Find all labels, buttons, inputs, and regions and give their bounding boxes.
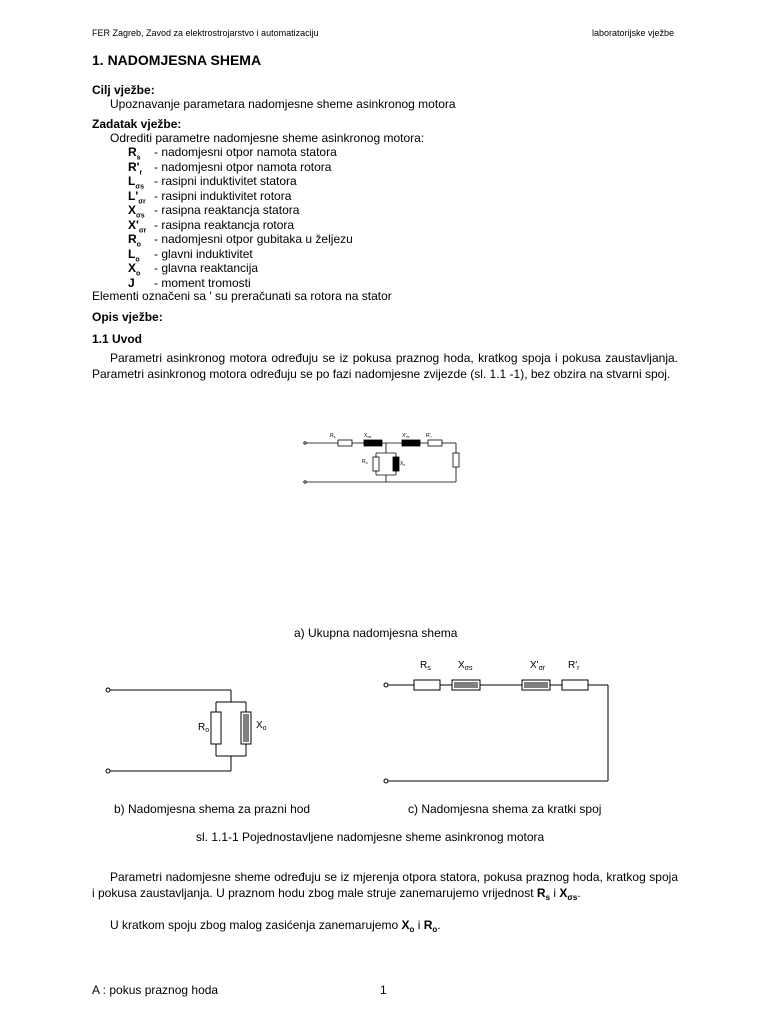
param-description: - glavni induktivitet: [154, 246, 253, 261]
opis-heading: Opis vježbe:: [92, 310, 163, 324]
p3-text: U kratkom spoju zbog malog zasićenja zanemarujemo: [110, 918, 402, 932]
header-left: FER Zagreb, Zavod za elektrostrojarstvo i automatizaciju: [92, 28, 319, 38]
param-description: - rasipna reaktancja statora: [154, 203, 300, 217]
svg-text:Xo: [256, 720, 267, 732]
circuit-b-xo-sub: o: [262, 725, 267, 732]
circuit-c-rs-sub: s: [427, 665, 431, 672]
param-symbol-subscript: σs: [136, 212, 145, 220]
circuit-c-xs-sub: σs: [464, 665, 473, 672]
circuit-c-xs-label: X: [458, 660, 465, 671]
svg-text:R'r: [426, 433, 433, 439]
p3-sym1-sub: o: [409, 925, 415, 935]
circuit-c-xr-sub: σr: [538, 665, 546, 672]
circuit-a-diagram: [300, 425, 500, 495]
param-symbol-letter: L: [128, 174, 136, 188]
header-right: laboratorijske vježbe: [591, 28, 674, 38]
param-symbol-prime: ': [136, 159, 140, 174]
paragraph-measurements: [92, 869, 678, 901]
param-description: - glavna reaktancija: [154, 261, 259, 275]
paragraph-short-circuit: [110, 917, 441, 933]
zadatak-intro: Odrediti parametre nadomjesne sheme asinkronog motora:: [110, 131, 425, 145]
param-description: - rasipni induktivitet statora: [154, 174, 297, 188]
svg-text:Ro: [198, 722, 209, 734]
svg-text:X'σr: [530, 660, 546, 672]
caption-a: a) Ukupna nadomjesna shema: [294, 626, 458, 640]
circuit-a-rr-label: R: [426, 433, 430, 439]
param-symbol: [128, 218, 146, 232]
param-symbol-letter: L: [128, 188, 136, 203]
cilj-text: Upoznavanje parametara nadomjesne sheme asinkronog motora: [110, 97, 456, 111]
param-symbol: [128, 232, 141, 249]
circuit-a-rs-sub: s: [333, 435, 336, 439]
p2-text: Parametri nadomjesne sheme određuju se iz mjerenja otpora statora, pokusa praznog hoda, kratkog spoja i pokusa zaustavljanja. U praznom hodu zbog male struje zanemarujemo vrijednost: [92, 870, 678, 900]
circuit-a-xr-sub: σr: [406, 435, 410, 439]
svg-text:Xo: [400, 461, 405, 467]
param-symbol-letter: R: [128, 145, 137, 159]
param-symbol: [128, 145, 141, 162]
cilj-heading: Cilj vježbe:: [92, 83, 155, 97]
p3-end: .: [437, 918, 441, 932]
zadatak-note: Elementi označeni sa ' su preračunati sa rotora na stator: [92, 289, 392, 303]
p2-sym2: X: [559, 886, 568, 900]
param-symbol-subscript: σr: [138, 226, 147, 234]
svg-text:Xσs: [458, 660, 473, 672]
param-description: - nadomjesni otpor namota statora: [154, 145, 337, 159]
circuit-c-rs-label: R: [420, 660, 428, 671]
circuit-a-xr-prime: ': [405, 433, 407, 439]
svg-text:Rs: [420, 660, 431, 672]
param-description: - nadomjesni otpor namota rotora: [154, 159, 332, 174]
param-symbol-subscript: o: [136, 241, 141, 249]
circuit-c-diagram: [380, 650, 620, 790]
circuit-a-xr-label: X: [402, 433, 406, 439]
opis-subheading: 1.1 Uvod: [92, 332, 143, 346]
param-symbol-letter: X: [128, 261, 137, 275]
svg-text:Rs: [330, 433, 336, 439]
figure-caption: sl. 1.1-1 Pojednostavljene nadomjesne sheme asinkronog motora: [196, 830, 545, 844]
circuit-c-rr-sub: r: [577, 665, 580, 672]
footer-left: A : pokus praznog hoda: [92, 983, 219, 997]
param-description: - moment tromosti: [154, 275, 251, 290]
circuit-a-rs-label: R: [330, 433, 334, 439]
circuit-a-xs-sub: σs: [367, 435, 372, 439]
param-symbol-letter: X: [128, 217, 137, 232]
param-symbol: [128, 160, 142, 174]
circuit-a-xo-sub: o: [403, 463, 406, 467]
param-symbol: [128, 276, 135, 290]
circuit-b-xo-label: X: [256, 720, 263, 731]
param-symbol: [128, 247, 140, 261]
param-symbol-subscript: o: [135, 255, 140, 263]
param-symbol: [128, 261, 141, 278]
p3-sym2: R: [423, 918, 433, 932]
p2-sym1: R: [536, 886, 546, 900]
param-symbol: [128, 203, 145, 220]
circuit-a-xo-label: X: [400, 461, 404, 467]
param-symbol-letter: J: [128, 275, 135, 290]
param-symbol-prime: ': [136, 217, 139, 232]
svg-text:Ro: [362, 459, 368, 465]
p2-sym2-sub: σs: [567, 893, 578, 903]
caption-c: c) Nadomjesna shema za kratki spoj: [408, 802, 602, 816]
p2-sym1-sub: s: [545, 893, 551, 903]
p3-sym2-sub: o: [432, 925, 438, 935]
p3-sym1: X: [401, 918, 410, 932]
svg-text:R'r: [568, 660, 580, 672]
param-description: - rasipni induktivitet rotora: [154, 188, 292, 203]
page-number: 1: [380, 983, 387, 997]
svg-text:Xσs: [364, 433, 372, 439]
circuit-a-ro-label: R: [362, 459, 366, 465]
param-symbol: [128, 174, 145, 191]
p2-end: .: [577, 886, 581, 900]
circuit-a-rr-prime: ': [429, 433, 431, 439]
p3-mid: i: [414, 918, 424, 932]
param-symbol-letter: R: [128, 232, 137, 246]
page-title: 1. NADOMJESNA SHEMA: [92, 52, 262, 68]
param-symbol-letter: X: [128, 203, 137, 217]
param-symbol-subscript: r: [139, 168, 143, 176]
param-description: - rasipna reaktancja rotora: [154, 217, 295, 232]
circuit-a-rr-sub: r: [430, 435, 432, 439]
param-symbol: [128, 189, 146, 203]
circuit-a-xs-label: X: [364, 433, 368, 439]
circuit-b-ro-label: R: [198, 722, 206, 733]
circuit-b-ro-sub: o: [205, 727, 210, 734]
param-symbol-subscript: σr: [138, 197, 146, 205]
circuit-b-diagram: [100, 680, 300, 780]
param-symbol-letter: L: [128, 246, 136, 261]
param-symbol-subscript: s: [136, 154, 141, 162]
circuit-c-xr-label: X: [530, 660, 537, 671]
param-symbol-subscript: σs: [135, 183, 145, 191]
svg-text:X'σr: [402, 433, 410, 439]
circuit-c-xr-prime: ': [536, 660, 539, 671]
param-symbol-subscript: o: [136, 270, 141, 278]
opis-paragraph: Parametri asinkronog motora određuju se iz pokusa praznog hoda, kratkog spoja i pokusa zaustavljanja. Parametri asinkronog motora određuju se po fazi nadomjesne zvijezde (sl. 1.1 -1), bez obzira na stvarni spoj.: [92, 351, 678, 381]
param-symbol-letter: R: [128, 159, 137, 174]
circuit-c-rr-label: R: [568, 660, 576, 671]
param-description: - nadomjesni otpor gubitaka u željezu: [154, 232, 353, 246]
p2-mid: i: [550, 886, 560, 900]
zadatak-heading: Zadatak vježbe:: [92, 117, 182, 131]
param-symbol-prime: ': [135, 188, 139, 203]
circuit-c-rr-prime: ': [575, 660, 578, 671]
caption-b: b) Nadomjesna shema za prazni hod: [114, 802, 311, 816]
circuit-a-ro-sub: o: [365, 461, 368, 465]
